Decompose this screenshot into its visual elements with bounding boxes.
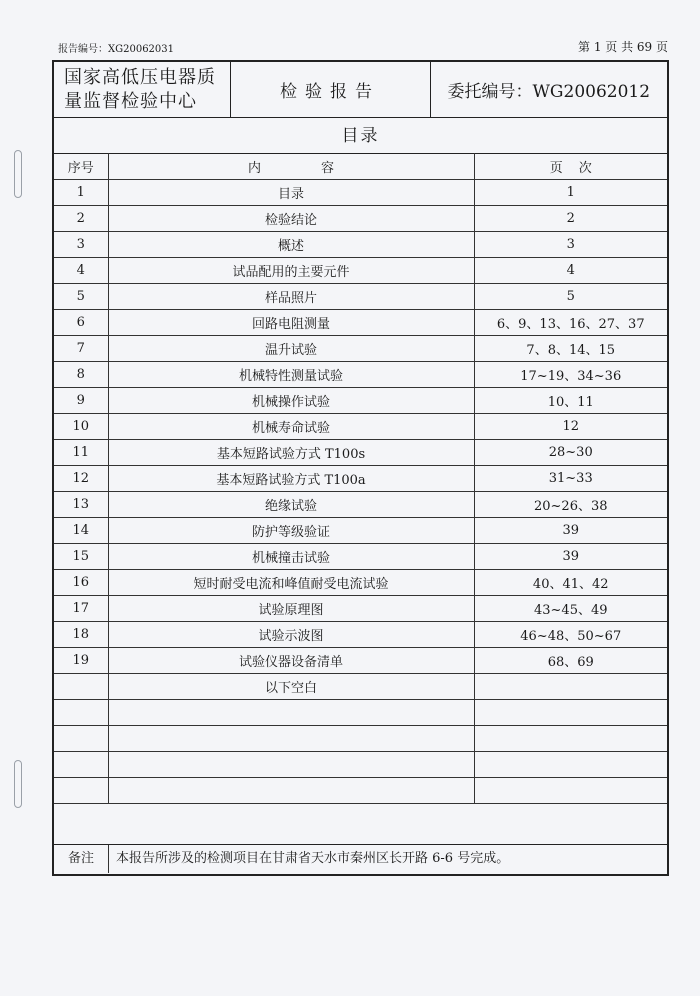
row-content: 试验仪器设备清单 (108, 648, 474, 674)
row-number: 3 (54, 232, 108, 258)
column-header-content: 内容 (108, 154, 474, 180)
organization-line2: 量监督检验中心 (64, 90, 197, 112)
row-number: 18 (54, 622, 108, 648)
row-pages: 3 (474, 232, 667, 258)
row-number: 1 (54, 180, 108, 206)
row-content: 检验结论 (108, 206, 474, 232)
row-pages: 68、69 (474, 648, 667, 674)
row-number: 7 (54, 336, 108, 362)
column-header-pages: 页次 (474, 154, 667, 180)
row-pages (474, 752, 667, 778)
row-number: 14 (54, 518, 108, 544)
table-row (54, 778, 667, 804)
row-number: 19 (54, 648, 108, 674)
table-row (54, 622, 667, 648)
row-content: 绝缘试验 (108, 492, 474, 518)
row-pages: 39 (474, 518, 667, 544)
table-row (54, 700, 667, 726)
row-content: 短时耐受电流和峰值耐受电流试验 (108, 570, 474, 596)
row-number: 4 (54, 258, 108, 284)
row-number: 13 (54, 492, 108, 518)
row-content (108, 752, 474, 778)
table-row (54, 674, 667, 700)
row-pages: 17~19、34~36 (474, 362, 667, 388)
row-content: 基本短路试验方式 T100s (108, 440, 474, 466)
row-number (54, 700, 108, 726)
table-row (54, 544, 667, 570)
row-content: 防护等级验证 (108, 518, 474, 544)
table-row (54, 310, 667, 336)
table-row (54, 180, 667, 206)
toc-title: 目录 (54, 117, 667, 153)
row-number: 6 (54, 310, 108, 336)
table-row (54, 258, 667, 284)
row-pages: 39 (474, 544, 667, 570)
table-row (54, 336, 667, 362)
row-pages (474, 778, 667, 804)
table-row (54, 492, 667, 518)
row-number (54, 674, 108, 700)
row-pages: 10、11 (474, 388, 667, 414)
row-content: 样品照片 (108, 284, 474, 310)
table-row (54, 518, 667, 544)
report-sheet (52, 60, 669, 876)
row-pages (474, 726, 667, 752)
page-number: 第 1 页 共 69 页 (578, 40, 668, 54)
row-content: 目录 (108, 180, 474, 206)
row-pages: 5 (474, 284, 667, 310)
row-number: 12 (54, 466, 108, 492)
row-content: 温升试验 (108, 336, 474, 362)
row-pages: 43~45、49 (474, 596, 667, 622)
row-number: 11 (54, 440, 108, 466)
toc-header-row (54, 154, 667, 180)
remark-row (54, 844, 667, 874)
row-pages: 31~33 (474, 466, 667, 492)
row-content (108, 778, 474, 804)
table-row (54, 414, 667, 440)
table-row (54, 362, 667, 388)
row-content: 试验示波图 (108, 622, 474, 648)
row-number: 16 (54, 570, 108, 596)
row-pages: 20~26、38 (474, 492, 667, 518)
table-row (54, 206, 667, 232)
remark-text: 本报告所涉及的检测项目在甘肃省天水市秦州区长开路 6-6 号完成。 (116, 851, 510, 866)
row-pages: 28~30 (474, 440, 667, 466)
row-pages: 4 (474, 258, 667, 284)
row-pages: 2 (474, 206, 667, 232)
row-pages: 6、9、13、16、27、37 (474, 310, 667, 336)
row-content (108, 726, 474, 752)
table-row (54, 232, 667, 258)
row-pages: 46~48、50~67 (474, 622, 667, 648)
toc-body (54, 180, 667, 804)
row-pages: 1 (474, 180, 667, 206)
table-row (54, 726, 667, 752)
row-number: 8 (54, 362, 108, 388)
table-row (54, 596, 667, 622)
table-row (54, 388, 667, 414)
row-pages: 40、41、42 (474, 570, 667, 596)
row-pages (474, 674, 667, 700)
row-content: 试品配用的主要元件 (108, 258, 474, 284)
row-number (54, 778, 108, 804)
row-content: 概述 (108, 232, 474, 258)
row-number: 17 (54, 596, 108, 622)
row-content: 机械操作试验 (108, 388, 474, 414)
table-row (54, 284, 667, 310)
toc-table (54, 153, 667, 804)
table-row (54, 440, 667, 466)
row-content (108, 700, 474, 726)
entrust-number: 委托编号：WG20062012 (447, 82, 651, 102)
row-content: 基本短路试验方式 T100a (108, 466, 474, 492)
row-pages: 7、8、14、15 (474, 336, 667, 362)
report-number: 报告编号：XG20062031 (58, 44, 175, 55)
remark-label: 备注 (54, 845, 109, 873)
row-number (54, 726, 108, 752)
organization-line1: 国家高低压电器质 (64, 66, 216, 88)
table-row (54, 752, 667, 778)
row-pages (474, 700, 667, 726)
row-number: 9 (54, 388, 108, 414)
column-header-no: 序号 (54, 154, 108, 180)
row-content: 机械寿命试验 (108, 414, 474, 440)
report-header (54, 62, 667, 117)
top-line (58, 40, 668, 56)
row-number (54, 752, 108, 778)
staple (14, 150, 22, 198)
row-pages: 12 (474, 414, 667, 440)
organization-name (54, 62, 230, 117)
row-content: 以下空白 (108, 674, 474, 700)
table-row (54, 570, 667, 596)
row-number: 5 (54, 284, 108, 310)
staple (14, 760, 22, 808)
table-row (54, 466, 667, 492)
row-content: 试验原理图 (108, 596, 474, 622)
row-number: 10 (54, 414, 108, 440)
report-type: 检验报告 (230, 62, 430, 117)
row-content: 回路电阻测量 (108, 310, 474, 336)
table-row (54, 648, 667, 674)
row-number: 15 (54, 544, 108, 570)
row-content: 机械特性测量试验 (108, 362, 474, 388)
row-number: 2 (54, 206, 108, 232)
row-content: 机械撞击试验 (108, 544, 474, 570)
